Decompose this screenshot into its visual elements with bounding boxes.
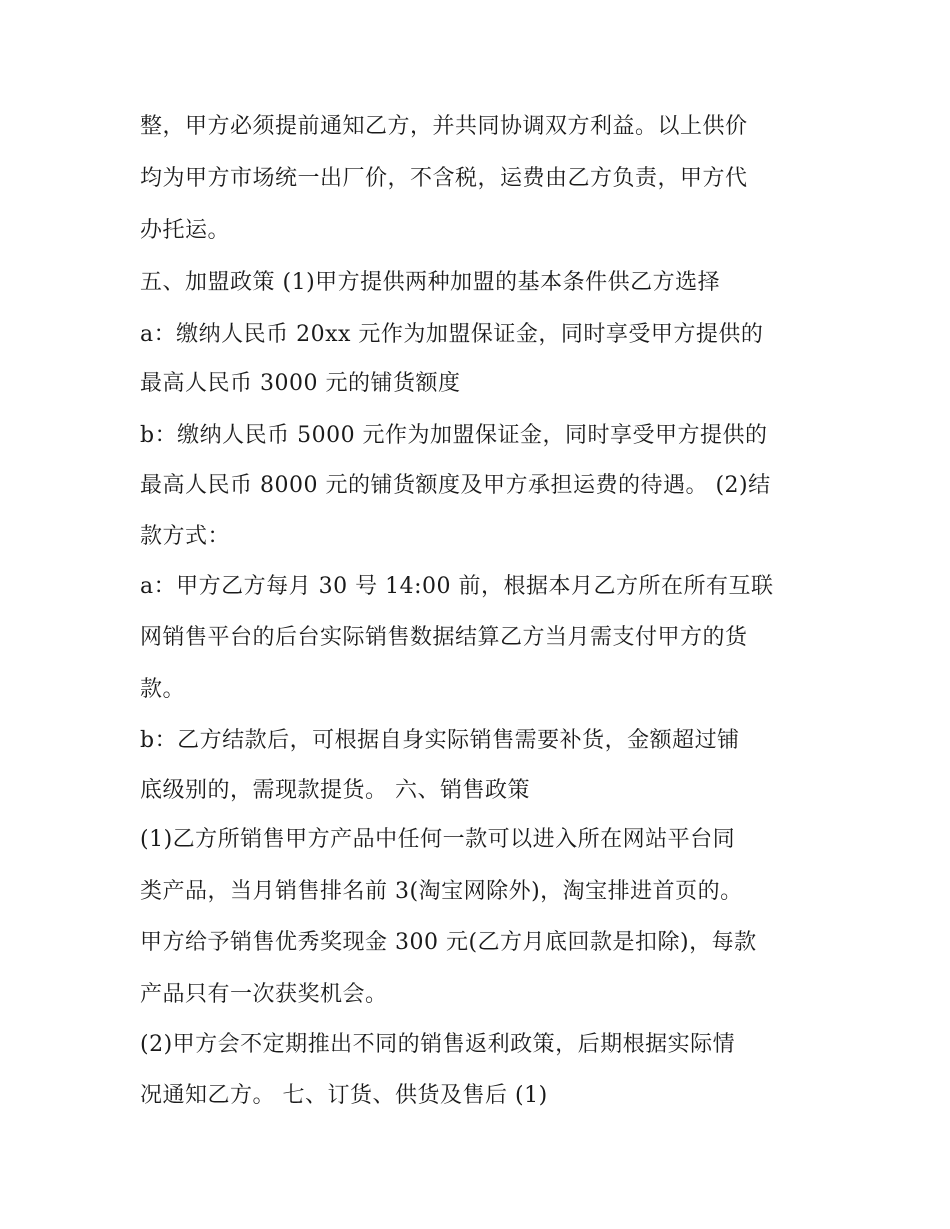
text-line: 况通知乙方。 七、订货、供货及售后 (1) [140, 1083, 548, 1108]
text-line: 类产品，当月销售排名前 3(淘宝网除外)，淘宝排进首页的。 [140, 879, 743, 904]
text-line: 产品只有一次获奖机会。 [140, 982, 388, 1007]
section-heading-line: 五、加盟政策 (1)甲方提供两种加盟的基本条件供乙方选择 [140, 270, 721, 295]
text-line: a：缴纳人民币 20xx 元作为加盟保证金，同时享受甲方提供的 [140, 322, 764, 347]
text-line: 整，甲方必须提前通知乙方，并共同协调双方利益。以上供价 [140, 114, 748, 139]
text-line: 甲方给予销售优秀奖现金 300 元(乙方月底回款是扣除)，每款 [140, 930, 757, 955]
text-line: a：甲方乙方每月 30 号 14:00 前，根据本月乙方所在所有互联 [140, 574, 774, 599]
text-line: 均为甲方市场统一出厂价，不含税，运费由乙方负责，甲方代 [140, 166, 748, 191]
text-line: (1)乙方所销售甲方产品中任何一款可以进入所在网站平台同 [140, 827, 736, 852]
text-line: b：缴纳人民币 5000 元作为加盟保证金，同时享受甲方提供的 [140, 423, 768, 448]
text-line: (2)甲方会不定期推出不同的销售返利政策，后期根据实际情 [140, 1032, 736, 1057]
text-line: 底级别的，需现款提货。 六、销售政策 [140, 778, 530, 803]
text-line: 最高人民币 8000 元的铺货额度及甲方承担运费的待遇。 (2)结 [140, 473, 771, 498]
text-line: 最高人民币 3000 元的铺货额度 [140, 371, 461, 396]
text-line: b：乙方结款后，可根据自身实际销售需要补货，金额超过铺 [140, 728, 740, 753]
text-line: 网销售平台的后台实际销售数据结算乙方当月需支付甲方的货 [140, 625, 748, 650]
text-line: 款。 [140, 677, 186, 702]
text-line: 办托运。 [140, 218, 231, 243]
text-line: 款方式： [140, 524, 231, 549]
